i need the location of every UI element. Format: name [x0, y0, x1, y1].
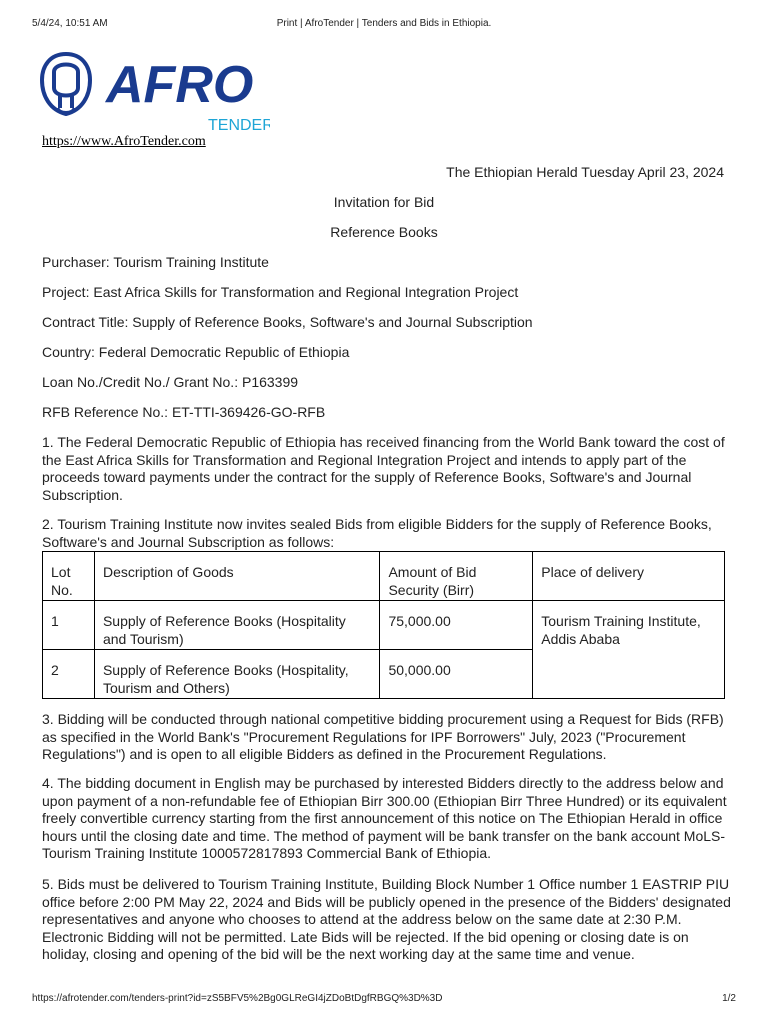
field-contract-title: Contract Title: Supply of Reference Books, Software's and Journal Subscription: [42, 314, 533, 330]
paragraph-2: 2. Tourism Training Institute now invites sealed Bids from eligible Bidders for the supply of Reference Books, Software's and Journal Subscription as follows:: [42, 516, 712, 550]
afrotender-logo: [40, 50, 270, 132]
paragraph-1: 1. The Federal Democratic Republic of Ethiopia has received financing from the World Bank toward the cost of the East Africa Skills for Transformation and Regional Integration Project and intends to apply part of the proceeds toward payments under the contract for the supply of Reference Books, Software's and Journal Subscription.: [42, 434, 725, 503]
paragraph-5: 5. Bids must be delivered to Tourism Training Institute, Building Block Number 1 Office number 1 EASTRIP PIU office before 2:00 PM May 22, 2024 and Bids will be publicly opened in the presence of the Bidders' designated representatives and anyone who chooses to attend at the address below on the same date at 2:30 P.M. Electronic Bidding will not be permitted. Late Bids will be rejected. If the bid opening or closing date is on holiday, closing and opening of the bid will be the next working day at the same time and venue.: [42, 876, 731, 963]
header-lot: Lot No.: [43, 552, 95, 601]
amount-cell: 75,000.00: [380, 601, 533, 650]
field-country: Country: Federal Democratic Republic of Ethiopia: [42, 344, 350, 360]
header-amount: Amount of Bid Security (Birr): [380, 552, 533, 601]
publication-source: The Ethiopian Herald Tuesday April 23, 2024: [446, 164, 724, 180]
description-cell: Supply of Reference Books (Hospitality and Tourism): [94, 601, 380, 650]
footer-page-number: 1/2: [722, 993, 736, 1004]
logo-word: AFRO: [106, 56, 254, 114]
page-heading: Invitation for Bid: [333, 194, 435, 210]
field-project: Project: East Africa Skills for Transformation and Regional Integration Project: [42, 284, 519, 300]
print-date: 5/4/24, 10:51 AM: [32, 18, 108, 29]
paragraph-3: 3. Bidding will be conducted through national competitive bidding procurement using a Request for Bids (RFB) as specified in the World Bank's "Procurement Regulations for IPF Borrowers" July, 2023 ("Procurement Regulations") and is open to all eligible Bidders as defined in the Procurement Regulations.: [42, 711, 724, 763]
header-description: Description of Goods: [94, 552, 380, 601]
afro-mascot-icon: [42, 54, 90, 114]
description-cell: Supply of Reference Books (Hospitality, Tourism and Others): [94, 650, 380, 699]
field-loan-no: Loan No./Credit No./ Grant No.: P163399: [42, 374, 299, 390]
footer-url: https://afrotender.com/tenders-print?id=zS5BFV5%2Bg0GLReGI4jZDoBtDgfRBGQ%3D%3D: [32, 993, 443, 1004]
lot-cell: 2: [43, 650, 95, 699]
table-row: [43, 601, 725, 650]
table-header-row: [43, 552, 725, 601]
goods-table: [42, 551, 725, 699]
print-title: Print | AfroTender | Tenders and Bids in Ethiopia.: [276, 18, 492, 29]
field-purchaser: Purchaser: Tourism Training Institute: [42, 254, 269, 270]
lot-cell: 1: [43, 601, 95, 650]
header-place: Place of delivery: [533, 552, 725, 601]
paragraph-4: 4. The bidding document in English may be purchased by interested Bidders directly to the address below and upon payment of a non-refundable fee of Ethiopian Birr 300.00 (Ethiopian Birr Three Hundred) or its equivalent freely convertible currency starting from the first announcement of this notice on The Ethiopian Herald in office hours until the closing date and time. The method of payment will be bank transfer on the bank account MoLS-Tourism Training Institute 1000572817893 Commercial Bank of Ethiopia.: [42, 775, 727, 862]
page-subheading: Reference Books: [330, 224, 438, 240]
field-rfb-ref: RFB Reference No.: ET-TTI-369426-GO-RFB: [42, 404, 326, 420]
amount-cell: 50,000.00: [380, 650, 533, 699]
site-link[interactable]: https://www.AfroTender.com: [42, 134, 206, 149]
place-cell: Tourism Training Institute, Addis Ababa: [533, 601, 725, 699]
logo-sub: TENDER: [208, 117, 270, 132]
